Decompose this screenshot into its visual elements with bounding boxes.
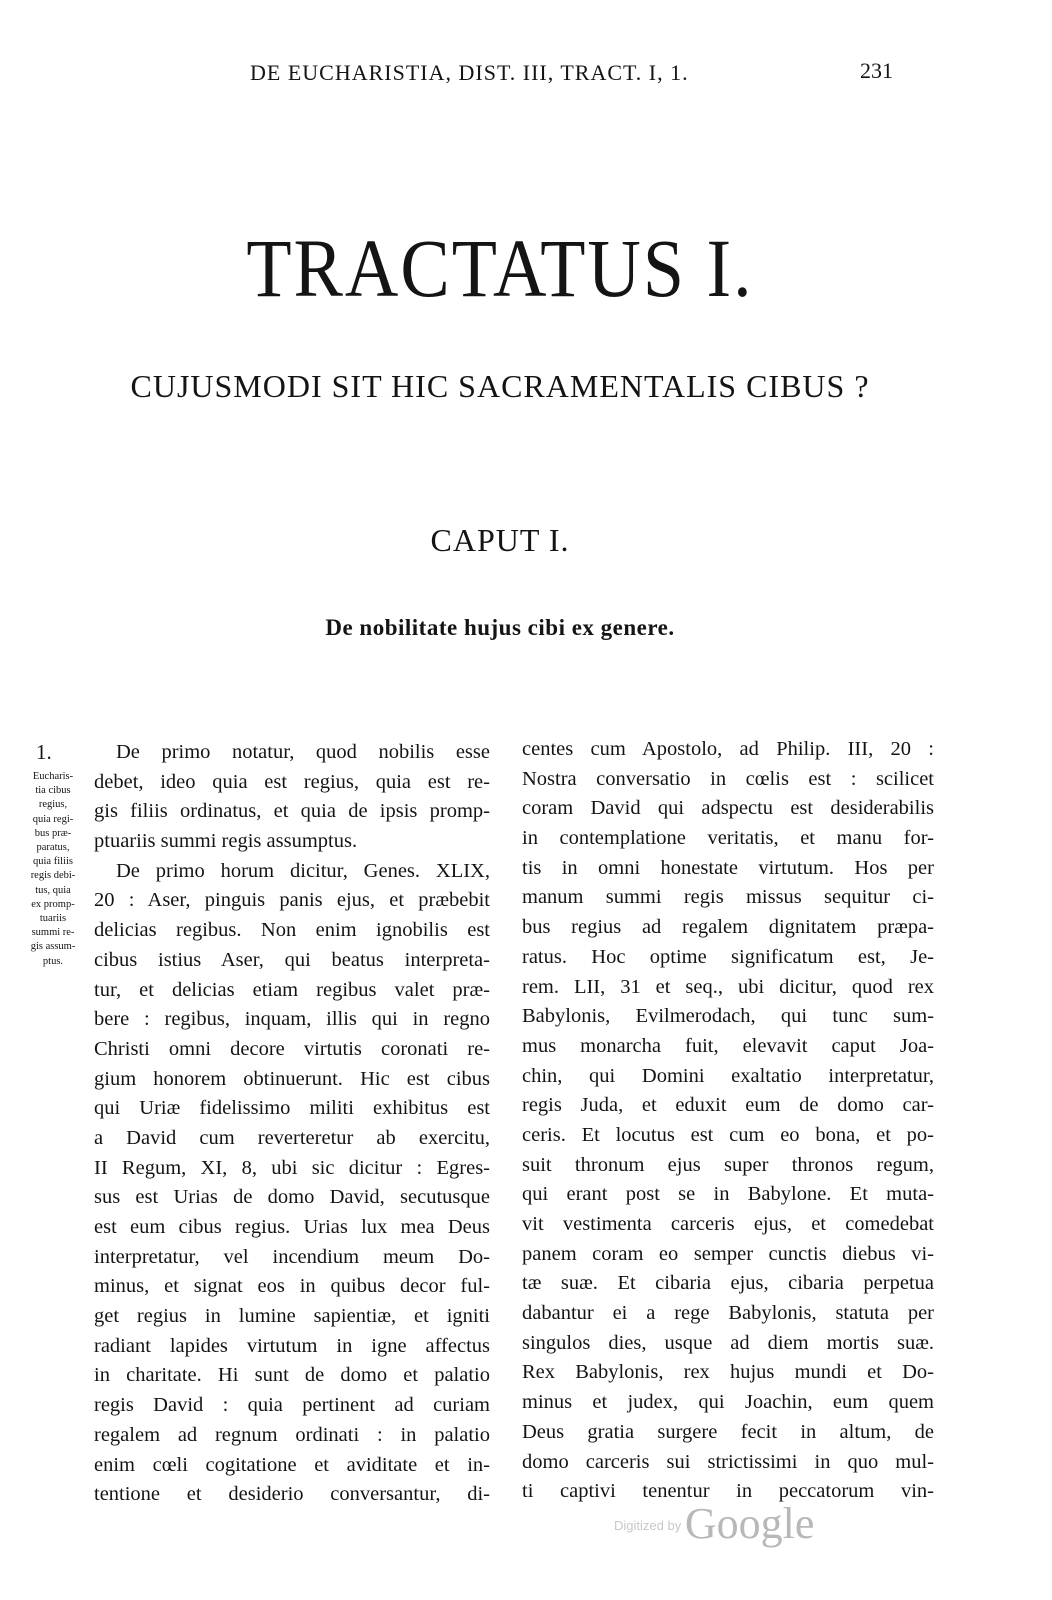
text-line: De primo notatur, quod nobilis esse [116, 741, 490, 763]
text-line: ptuariis summi regis assumptus. [94, 830, 358, 853]
text-line: tæ suæ. Et cibaria ejus, cibaria perpetua [522, 1272, 934, 1295]
text-line: gium honorem obtinuerunt. Hic est cibus [94, 1067, 490, 1090]
treatise-subtitle: CUJUSMODI SIT HIC SACRAMENTALIS CIBUS ? [130, 368, 870, 404]
margin-note-line: bus præ- [34, 827, 72, 839]
text-line: est eum cibus regius. Urias lux mea Deus [94, 1216, 490, 1238]
google-logo: Google [684, 1499, 815, 1548]
text-line: rem. LII, 31 et seq., ubi dicitur, quod rex [522, 975, 934, 998]
margin-note-line: tia cibus [35, 785, 71, 797]
chapter-heading: CAPUT I. [430, 522, 570, 558]
watermark-prefix: Digitized by [614, 1518, 682, 1533]
text-line: II Regum, XI, 8, ubi sic dicitur : Egres- [94, 1156, 490, 1179]
text-line: bere : regibus, inquam, illis qui in regno [94, 1008, 490, 1031]
text-line: qui Uriæ fidelissimo militi exhibitus est [94, 1097, 490, 1120]
text-line: ratus. Hoc optime significatum est, Je- [522, 945, 934, 968]
margin-note-line: ptus. [42, 955, 64, 967]
text-line: De primo horum dicitur, Genes. XLIX, [116, 859, 490, 882]
text-line: Deus gratia surgere fecit in altum, de [522, 1420, 934, 1443]
text-line: cibus istius Aser, qui beatus interpreta- [94, 948, 490, 971]
page-number: 231 [860, 58, 893, 83]
margin-note-line: quia filiis [33, 856, 73, 868]
text-line: Nostra conversatio in cœlis est : scilicet [522, 767, 934, 790]
text-line: manum summi regis missus sequitur ci- [522, 886, 934, 909]
text-line: domo carceris sui strictissimi in quo mul- [522, 1450, 934, 1473]
text-line: ceris. Et locutus est cum eo bona, et po- [522, 1123, 934, 1146]
text-line: radiant lapides virtutum in igne affectus [94, 1334, 490, 1357]
text-line: delicias regibus. Non enim ignobilis est [94, 919, 490, 942]
margin-note-line: ex promp- [31, 898, 75, 910]
margin-note-line: quia regi- [32, 813, 74, 825]
text-line: minus et judex, qui Joachin, eum quem [522, 1391, 934, 1414]
text-line: regis David : quia pertinent ad curiam [94, 1394, 490, 1417]
text-line: enim cœli cogitatione et aviditate et in- [94, 1453, 490, 1476]
text-line: interpretatur, vel incendium meum Do- [94, 1245, 490, 1268]
text-line: gis filiis ordinatus, et quia de ipsis promp- [94, 800, 490, 823]
text-line: Rex Babylonis, rex hujus mundi et Do- [522, 1361, 934, 1384]
left-column [94, 738, 490, 1510]
margin-note-line: regis debi- [30, 870, 76, 882]
text-line: panem coram eo semper cunctis diebus vi- [522, 1242, 934, 1265]
text-line: coram David qui adspectu est desiderabilis [522, 797, 934, 820]
section-number: 1. [36, 740, 52, 764]
text-line: vit vestimenta carceris ejus, et comedebat [522, 1213, 934, 1235]
margin-note-line: tus, quia [35, 884, 71, 896]
margin-note-line: paratus, [36, 842, 70, 854]
text-line: 20 : Aser, pinguis panis ejus, et præbebit [94, 889, 490, 912]
text-line: mus monarcha fuit, elevavit caput Joa- [522, 1034, 934, 1057]
text-line: sus est Urias de domo David, secutusque [94, 1186, 490, 1209]
right-column [522, 735, 934, 1507]
text-line: minus, et signat eos in quibus decor ful- [94, 1275, 490, 1298]
text-line: singulos dies, usque ad diem mortis suæ. [522, 1331, 934, 1354]
running-header: DE EUCHARISTIA, DIST. III, TRACT. I, 1. [250, 60, 689, 85]
text-line: regis Juda, et eduxit eum de domo car- [522, 1094, 934, 1117]
text-line: bus regius ad regalem dignitatem præpa- [522, 916, 934, 939]
text-line: Babylonis, Evilmerodach, qui tunc sum- [522, 1005, 934, 1028]
text-line: dabantur ei a rege Babylonis, statuta per [522, 1302, 934, 1325]
text-line: debet, ideo quia est regius, quia est re- [94, 770, 490, 793]
margin-note-line: regius, [38, 799, 68, 811]
text-line: Christi omni decore virtutis coronati re- [94, 1037, 490, 1060]
margin-note-line: summi re- [31, 927, 75, 939]
text-line: ti captivi tenentur in peccatorum vin- [522, 1480, 934, 1503]
text-line: suit thronum ejus super thronos regum, [522, 1153, 934, 1176]
text-line: in charitate. Hi sunt de domo et palatio [94, 1364, 490, 1387]
margin-note-line: Eucharis- [32, 771, 74, 782]
text-line: regalem ad regnum ordinati : in palatio [94, 1423, 490, 1446]
margin-note-line: tuariis [39, 913, 67, 925]
treatise-title: TRACTATUS I. [246, 223, 754, 315]
chapter-subheading: De nobilitate hujus cibi ex genere. [325, 615, 675, 640]
text-line: tur, et delicias etiam regibus valet præ- [94, 978, 490, 1001]
text-line: in contemplatione veritatis, et manu for- [522, 827, 934, 850]
text-line: qui erant post se in Babylone. Et muta- [522, 1183, 934, 1206]
google-watermark [614, 1498, 814, 1549]
text-line: a David cum reverteretur ab exercitu, [94, 1126, 490, 1149]
text-line: tis in omni honestate virtutum. Hos per [522, 856, 934, 879]
text-line: centes cum Apostolo, ad Philip. III, 20 : [522, 738, 934, 760]
text-line: chin, qui Domini exaltatio interpretatur, [522, 1064, 934, 1087]
margin-note [14, 770, 92, 969]
text-line: tentione et desiderio conversantur, di- [94, 1483, 490, 1506]
margin-note-line: gis assum- [30, 941, 76, 953]
text-line: get regius in lumine sapientiæ, et igniti [94, 1305, 490, 1328]
